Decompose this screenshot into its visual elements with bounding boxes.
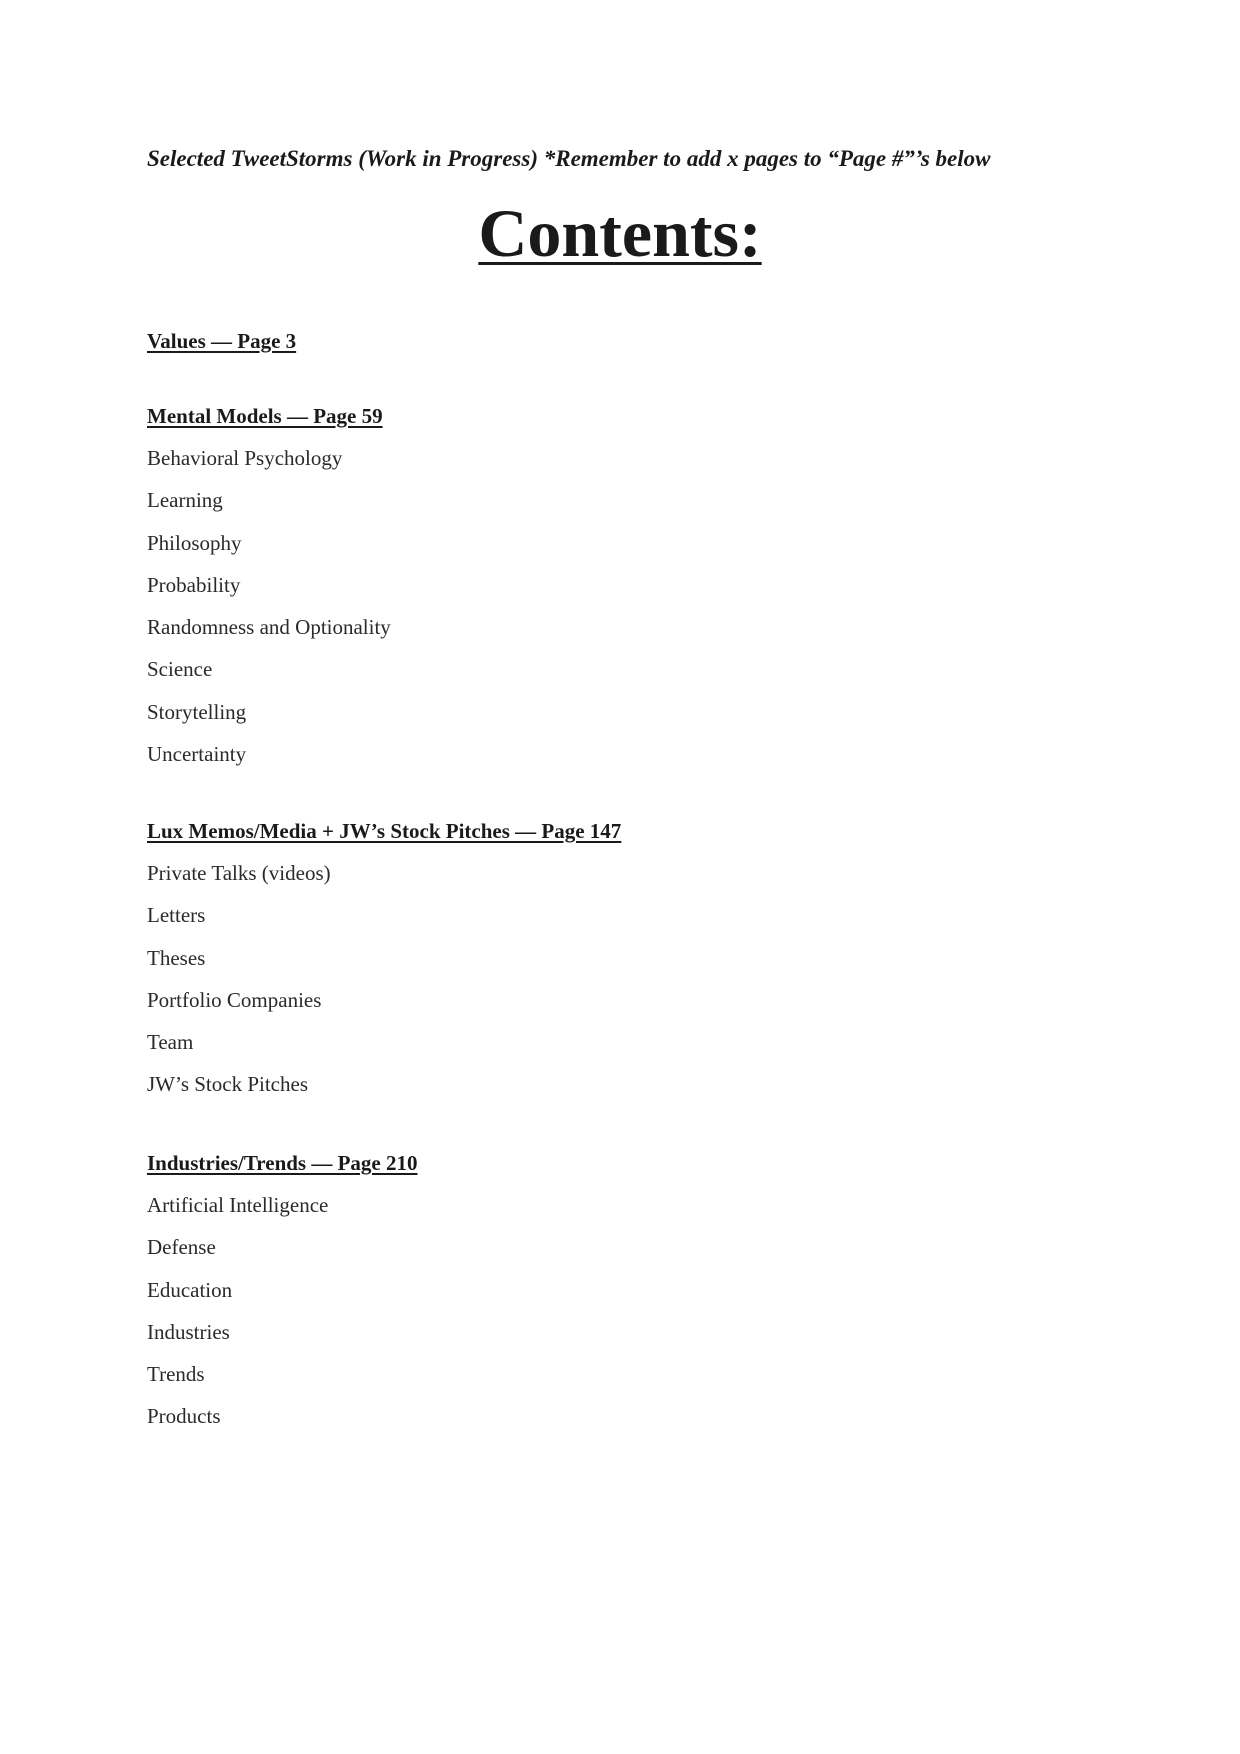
section-values (147, 327, 296, 369)
list-item: Industries (147, 1319, 230, 1344)
list-item: Team (147, 1030, 194, 1055)
list-item: Portfolio Companies (147, 987, 322, 1012)
list-item: Storytelling (147, 699, 247, 724)
list-item: Products (147, 1404, 221, 1429)
list-item: Learning (147, 488, 223, 513)
list-item: Private Talks (videos) (147, 861, 331, 885)
list-item: Probability (147, 572, 241, 597)
lux-memos-list (147, 859, 621, 1098)
section-mental-models (147, 402, 391, 782)
section-heading-mental-models: Mental Models — Page 59 (147, 404, 383, 428)
list-item: Philosophy (147, 530, 242, 555)
list-item: Science (147, 657, 213, 682)
list-item: Education (147, 1277, 233, 1302)
work-in-progress-note: Selected TweetStorms (Work in Progress) *Remember to add x pages to “Page #”’s below (147, 146, 991, 171)
list-item: Behavioral Psychology (147, 446, 343, 470)
list-item: Uncertainty (147, 742, 247, 767)
section-heading-industries-trends: Industries/Trends — Page 210 (147, 1151, 418, 1175)
list-item: Theses (147, 945, 206, 970)
industries-trends-list (147, 1191, 418, 1430)
list-item: Defense (147, 1235, 216, 1260)
section-heading-lux-memos: Lux Memos/Media + JW’s Stock Pitches — Page 147 (147, 819, 622, 843)
list-item: Artificial Intelligence (147, 1193, 329, 1217)
list-item: Trends (147, 1362, 205, 1387)
section-industries-trends (147, 1149, 418, 1445)
section-lux-memos (147, 817, 621, 1113)
page-title: Contents: (478, 195, 762, 271)
list-item: Letters (147, 903, 206, 928)
list-item: JW’s Stock Pitches (147, 1072, 308, 1097)
mental-models-list (147, 444, 391, 768)
section-heading-values: Values — Page 3 (147, 329, 297, 353)
list-item: Randomness and Optionality (147, 615, 391, 640)
